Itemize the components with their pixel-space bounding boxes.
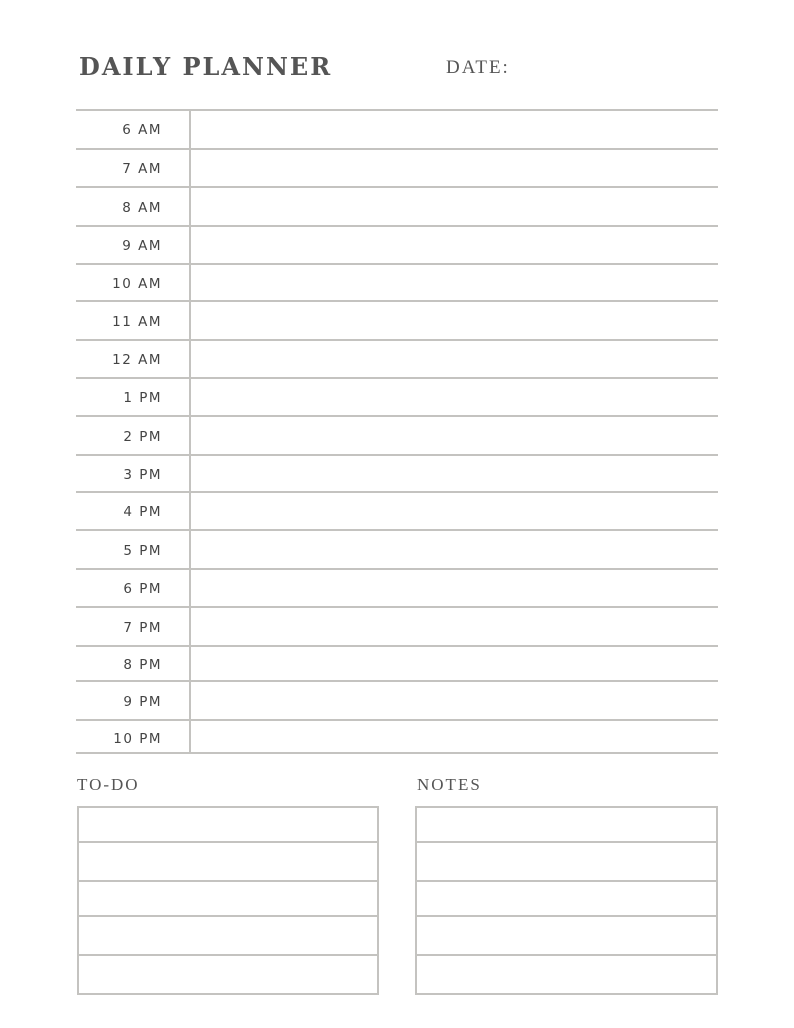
schedule-row[interactable]: [76, 454, 718, 493]
time-label: 2 PM: [123, 429, 162, 445]
schedule-row[interactable]: [76, 377, 718, 417]
notes-box[interactable]: [415, 806, 718, 995]
time-label: 6 PM: [123, 581, 162, 597]
time-label: 7 AM: [122, 161, 162, 177]
todo-line: [79, 841, 377, 843]
todo-line: [79, 880, 377, 882]
todo-label: TO-DO: [77, 775, 140, 794]
time-label: 10 PM: [113, 731, 162, 747]
time-label: 10 AM: [112, 276, 162, 292]
schedule-row[interactable]: [76, 225, 718, 265]
time-label: 11 AM: [112, 314, 162, 330]
schedule-row[interactable]: [76, 186, 718, 227]
time-label: 9 PM: [123, 694, 162, 710]
hourly-schedule: [76, 109, 718, 754]
schedule-row[interactable]: [76, 148, 718, 188]
time-label: 5 PM: [123, 543, 162, 559]
time-label: 8 AM: [122, 200, 162, 216]
schedule-row[interactable]: [76, 415, 718, 456]
schedule-row[interactable]: [76, 300, 718, 341]
schedule-row[interactable]: [76, 491, 718, 531]
todo-line: [79, 915, 377, 917]
time-label: 6 AM: [122, 122, 162, 138]
notes-line: [417, 880, 716, 882]
schedule-row[interactable]: [76, 606, 718, 647]
schedule-row[interactable]: [76, 680, 718, 721]
schedule-row[interactable]: [76, 339, 718, 379]
schedule-row[interactable]: [76, 111, 718, 148]
notes-line: [417, 841, 716, 843]
time-label: 4 PM: [123, 504, 162, 520]
schedule-row[interactable]: [76, 263, 718, 302]
schedule-row[interactable]: [76, 529, 718, 570]
schedule-row[interactable]: [76, 568, 718, 608]
todo-line: [79, 954, 377, 956]
notes-line: [417, 954, 716, 956]
page-title: DAILY PLANNER: [79, 52, 333, 81]
time-label: 7 PM: [123, 620, 162, 636]
time-label: 9 AM: [122, 238, 162, 254]
schedule-row[interactable]: [76, 719, 718, 757]
todo-box[interactable]: [77, 806, 379, 995]
time-label: 3 PM: [123, 467, 162, 483]
notes-line: [417, 915, 716, 917]
notes-label: NOTES: [417, 775, 482, 794]
schedule-row[interactable]: [76, 645, 718, 682]
time-label: 1 PM: [123, 390, 162, 406]
time-label: 8 PM: [123, 657, 162, 673]
time-label: 12 AM: [112, 352, 162, 368]
date-label: DATE:: [446, 57, 510, 78]
